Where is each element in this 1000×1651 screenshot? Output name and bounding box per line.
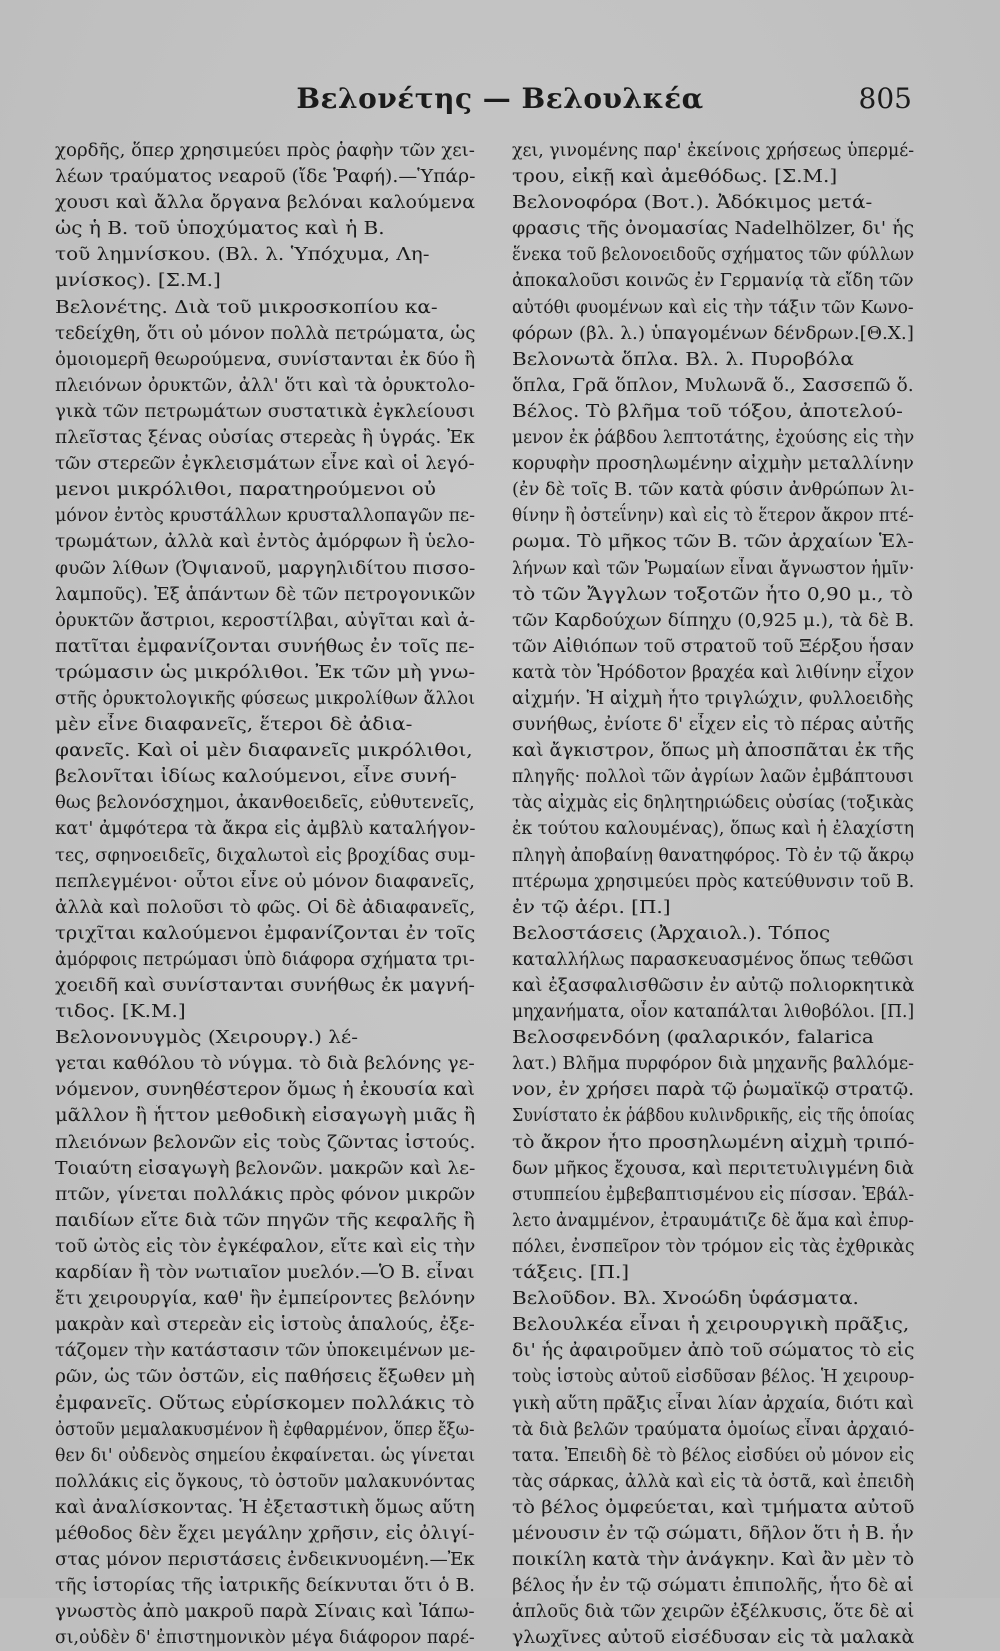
text-line: τάζομεν τὴν κατάστασιν τῶν ὑποκειμένων με- [55, 1341, 476, 1362]
text-line: (ἐν δὲ τοῖς Β. τῶν κατὰ φύσιν ἀνθρώπων λι- [512, 480, 915, 501]
text-line: μενοι μικρόλιθοι, παρατηρούμενοι οὐ [55, 480, 436, 501]
text-line: ὁμοιομερῆ θεωρούμενα, συνίστανται ἐκ δύο ἢ [55, 349, 476, 370]
text-line: τῶν στερεῶν ἐγκλεισμάτων εἶνε καὶ οἱ λεγό- [55, 454, 475, 475]
text-line: χοειδῆ καὶ συνίστανται συνήθως ἐκ μαγνή- [55, 976, 475, 996]
text-line: καρδίαν ἢ τὸν νωτιαῖον μυελόν.—Ὁ Β. εἶναι [55, 1263, 475, 1284]
text-line: δι' ἧς ἀφαιροῦμεν ἀπὸ τοῦ σώματος τὸ εἰς [512, 1341, 915, 1362]
text-line: ἀποκαλοῦσι κοινῶς ἐν Γερμανίᾳ τὰ εἴδη τῶν [512, 271, 914, 292]
text-line: τες, σφηνοειδεῖς, διχαλωτοὶ εἰς βροχίδας συμ- [55, 845, 476, 866]
page-number: 805 [858, 82, 912, 115]
left-column [55, 138, 475, 1651]
text-line: ἐμφανεῖς. Οὕτως εὑρίσκομεν πολλάκις τὸ [55, 1393, 475, 1414]
text-line: τὸ τῶν Ἄγγλων τοξοτῶν ἦτο 0,90 μ., τὸ [512, 584, 913, 605]
text-line: ποικίλη κατὰ τὴν ἀνάγκην. Καὶ ἂν μὲν τὸ [512, 1550, 915, 1571]
text-line: λαμποῦς). Ἐξ ἁπάντων δὲ τῶν πετρογονικῶν [55, 584, 476, 605]
text-line: Βέλος. Τὸ βλῆμα τοῦ τόξου, ἀποτελού- [512, 401, 903, 422]
text-line: Βελοσφενδόνη (φαλαρικόν, falarica [512, 1028, 874, 1049]
text-line: κατὰ τὸν Ἡρόδοτον βραχέα καὶ λιθίνην εἶχον [512, 662, 915, 683]
text-line: πληγὴ ἀποβαίνῃ θανατηφόρος. Τὸ ἐν τῷ ἄκρῳ [512, 845, 915, 866]
text-line: σι,οὐδὲν δ' ἐπιστημονικὸν μέγα διάφορον παρέ- [55, 1628, 475, 1649]
text-line: καταλλήλως παρασκευασμένος ὅπως τεθῶσι [512, 949, 914, 970]
text-line: στυππείου ἐμβεβαπτισμένου εἰς πίσσαν. Ἐβάλ- [512, 1184, 914, 1205]
text-line: χουσι καὶ ἄλλα ὄργανα βελόναι καλούμενα [55, 193, 476, 214]
text-line: μακρὰν καὶ στερεὰν εἰς ἱστοὺς ἁπαλούς, ἐξε- [55, 1315, 475, 1336]
text-line: τὰς σάρκας, ἀλλὰ καὶ εἰς τὰ ὀστᾶ, καὶ ἐπειδὴ [512, 1471, 915, 1492]
text-line: χει, γινομένης παρ' ἐκείνοις χρήσεως ὑπερμέ- [512, 141, 915, 161]
text-line: τοῦ ὠτὸς εἰς τὸν ἐγκέφαλον, εἴτε καὶ εἰς τὴν [55, 1236, 476, 1257]
text-line: γικὴ αὕτη πρᾶξις εἶναι λίαν ἀρχαία, διότι καὶ [512, 1393, 915, 1414]
text-line: μόνον ἐντὸς κρυστάλλων κρυσταλλοπαγῶν πε- [55, 506, 475, 527]
text-line: ἐν τῷ ἀέρι. [Π.] [512, 897, 671, 918]
text-line: πόλει, ἐνσπεῖρον τὸν τρόμον εἰς τὰς ἐχθρικὰς [512, 1236, 915, 1257]
text-line: τιδος. [Κ.Μ.] [55, 1002, 186, 1023]
text-line: γεται καθόλου τὸ νύγμα. τὸ διὰ βελόνης γε- [55, 1054, 475, 1075]
text-line: μένουσιν ἐν τῷ σώματι, δῆλον ὅτι ἡ Β. ἦν [512, 1523, 914, 1544]
text-line: τῆς ἱστορίας τῆς ἰατρικῆς δείκνυται ὅτι ὁ Β. [55, 1576, 475, 1597]
text-line: ἕνεκα τοῦ βελονοειδοῦς σχήματος τῶν φύλλων [512, 245, 915, 266]
text-line: φρασις τῆς ὀνομασίας Nadelhölzer, δι' ἧς [512, 219, 915, 240]
text-line: ρῶν, ὡς τῶν ὀστῶν, εἰς παθήσεις ἔξωθεν μὴ [55, 1367, 475, 1388]
text-line: ὅπλα, Γρᾶ ὅπλον, Μυλωνᾶ ὅ., Σασσεπῶ ὅ. [512, 375, 914, 396]
text-line: κορυφὴν προσηλωμένην αἰχμὴν μεταλλίνην [512, 454, 914, 475]
text-line: μᾶλλον ἢ ἧττον μεθοδικὴ εἰσαγωγὴ μιᾶς ἢ [55, 1106, 476, 1127]
text-line: στῆς ὀρυκτολογικῆς φύσεως μικρολίθων ἄλλοι [55, 688, 476, 709]
text-line: νόμενον, συνηθέστερον ὅμως ἡ ἐκουσία καὶ [55, 1080, 476, 1101]
text-line: ὀστοῦν μεμαλακυσμένον ἢ ἐφθαρμένον, ὅπερ ἔξω- [55, 1419, 475, 1440]
text-line: αὐτόθι φυομένων καὶ εἰς τὴν τάξιν τῶν Κωνο- [512, 297, 914, 318]
text-line: Βελοῦδον. Βλ. Χνοώδη ὑφάσματα. [512, 1289, 859, 1310]
text-line: κατ' ἀμφότερα τὰ ἄκρα εἰς ἀμβλὺ καταλήγον- [55, 819, 476, 840]
text-line: χορδῆς, ὅπερ χρησιμεύει πρὸς ῥαφὴν τῶν χει- [55, 141, 475, 161]
text-line: πλεῖστας ξένας οὐσίας στερεὰς ἢ ὑγράς. Ἐκ [55, 428, 475, 449]
text-line: τρώμασιν ὡς μικρόλιθοι. Ἐκ τῶν μὴ γνω- [55, 662, 476, 683]
text-line: γικὰ τῶν πετρωμάτων συστατικὰ ἐγκλείουσι [55, 401, 476, 422]
text-line: τρωμάτων, ἀλλὰ καὶ ἐντὸς ἀμόρφων ἢ ὑελο- [55, 532, 475, 553]
text-line: μνίσκος). [Σ.Μ.] [55, 271, 221, 292]
text-line: ρωμα. Τὸ μῆκος τῶν Β. τῶν ἀρχαίων Ἑλ- [512, 532, 914, 553]
text-line: καὶ ἀναλίσκοντας. Ἡ ἐξεταστικὴ ὅμως αὕτη [55, 1497, 475, 1518]
text-line: τοὺς ἱστοὺς αὐτοῦ εἰσδῦσαν βέλος. Ἡ χειρουρ- [512, 1367, 915, 1388]
text-line: λήνων καὶ τῶν Ῥωμαίων εἶναι ἄγνωστον ἡμῖν· [512, 558, 915, 579]
text-line: τῶν Καρδούχων δίπηχυ (0,925 μ.), τὰ δὲ Β. [512, 610, 915, 631]
text-line: λετο ἀναμμένον, ἐτραυμάτιζε δὲ ἅμα καὶ ἐπυρ- [512, 1210, 914, 1231]
text-line: Βελοστάσεις (Ἀρχαιολ.). Τόπος [512, 923, 831, 944]
text-line: Συνίστατο ἐκ ῥάβδου κυλινδρικῆς, εἰς τῆς ὁποίας [512, 1106, 915, 1127]
text-line: ἀμόρφοις πετρώμασι ὑπὸ διάφορα σχήματα τρι- [55, 949, 475, 970]
text-line: φανεῖς. Καὶ οἱ μὲν διαφανεῖς μικρόλιθοι, [55, 741, 473, 762]
text-line: τὸ ἄκρον ἦτο προσηλωμένη αἰχμὴ τριπό- [512, 1132, 915, 1153]
text-line: θίνην ἢ ὀστεΐνην) καὶ εἰς τὸ ἕτερον ἄκρον πτέ- [512, 506, 914, 527]
text-line: δων μῆκος ἔχουσα, καὶ περιτετυλιγμένη διὰ [512, 1158, 915, 1179]
text-line: ἀλλὰ καὶ πολοῦσι τὸ φῶς. Οἱ δὲ ἀδιαφανεῖς, [55, 897, 476, 918]
running-head [0, 78, 1000, 128]
text-line: πεπλεγμένοι· οὗτοι εἶνε οὐ μόνον διαφανεῖς, [55, 871, 476, 892]
right-column [512, 138, 914, 1651]
text-line: τρου, εἰκῇ καὶ ἀμεθόδως. [Σ.Μ.] [512, 167, 838, 188]
text-line: βελονῖται ἰδίως καλούμενοι, εἶνε συνή- [55, 767, 457, 788]
text-line: φυῶν λίθων (Ὀψιανοῦ, μαργηλιδίτου πισσο- [55, 558, 476, 579]
text-line: ὡς ἡ Β. τοῦ ὑποχύματος καὶ ἡ Β. [55, 219, 385, 240]
text-line: γλωχῖνες αὐτοῦ εἰσέδυσαν εἰς τὰ μαλακὰ [512, 1628, 915, 1649]
text-line: ἐκ τούτου καλουμένας), ὅπως καὶ ἡ ἐλαχίστη [512, 819, 915, 840]
text-line: μενον ἐκ ῥάβδου λεπτοτάτης, ἐχούσης εἰς τὴν [512, 428, 915, 449]
text-line: στας μόνον περιστάσεις ἐνδεικνυομένη.—Ἐκ [55, 1550, 475, 1571]
text-line: τὰς αἰχμὰς εἰς δηλητηριώδεις οὐσίας (τοξικὰς [512, 793, 914, 814]
text-line: ὀρυκτῶν ἄστριοι, κεροστίλβαι, αὐγῖται καὶ ἀ- [55, 610, 476, 631]
text-line: φόρων (βλ. λ.) ὑπαγομένων δένδρων.[Θ.Χ.] [512, 323, 914, 344]
text-line: συνήθως, ἐνίοτε δ' εἶχεν εἰς τὸ πέρας αὐτῆς [512, 715, 914, 736]
text-line: λέων τραύματος νεαροῦ (ἴδε Ῥαφή).—Ὑπάρ- [55, 167, 476, 188]
text-line: πτέρωμα χρησιμεύει πρὸς κατεύθυνσιν τοῦ Β. [512, 871, 915, 892]
text-line: θως βελονόσχημοι, ἀκανθοειδεῖς, εὐθυτενεῖς, [55, 793, 475, 814]
text-line: λατ.) Βλῆμα πυρφόρον διὰ μηχανῆς βαλλόμε- [512, 1054, 915, 1075]
text-line: καὶ ἄγκιστρον, ὅπως μὴ ἀποσπᾶται ἐκ τῆς [512, 741, 915, 762]
text-line: Βελονονυγμὸς (Χειρουργ.) λέ- [55, 1028, 359, 1049]
text-line: πλειόνων βελονῶν εἰς τοὺς ζῶντας ἱστούς. [55, 1132, 476, 1153]
text-line: Βελονοφόρα (Βοτ.). Ἀδόκιμος μετά- [512, 193, 873, 214]
text-line: πτῶν, γίνεται πολλάκις πρὸς φόνον μικρῶν [55, 1184, 476, 1205]
text-line: τῶν Αἰθιόπων τοῦ στρατοῦ τοῦ Ξέρξου ἦσαν [512, 636, 915, 657]
text-line: πληγῆς· πολλοὶ τῶν ἀγρίων λαῶν ἐμβάπτουσι [512, 767, 914, 788]
text-line: τεδείχθη, ὅτι οὐ μόνον πολλὰ πετρώματα, ὡς [55, 323, 476, 344]
text-line: Τοιαύτη εἰσαγωγὴ βελονῶν. μακρῶν καὶ λε- [55, 1158, 476, 1179]
text-line: μὲν εἶνε διαφανεῖς, ἕτεροι δὲ ἀδια- [55, 715, 413, 736]
text-line: παιδίων εἴτε διὰ τῶν πηγῶν τῆς κεφαλῆς ἢ [55, 1210, 475, 1231]
text-line: πλειόνων ὀρυκτῶν, ἀλλ' ὅτι καὶ τὰ ὀρυκτολο- [55, 375, 476, 396]
text-line: τὸ βέλος ὀμφεύεται, καὶ τμήματα αὐτοῦ [512, 1497, 915, 1518]
text-line: νον, ἐν χρήσει παρὰ τῷ ῥωμαϊκῷ στρατῷ. [512, 1080, 915, 1101]
text-line: μηχανήματα, οἷον καταπάλται λιθοβόλοι. [Π.] [512, 1002, 915, 1023]
text-line: τριχῖται καλούμενοι ἐμφανίζονται ἐν τοῖς [55, 923, 476, 944]
text-line: Βελονέτης. Διὰ τοῦ μικροσκοπίου κα- [55, 297, 438, 318]
text-line: πολλάκις εἰς ὄγκους, τὸ ὀστοῦν μαλακυνόντας [55, 1471, 476, 1492]
text-line: γνωστὸς ἀπὸ μακροῦ παρὰ Σίναις καὶ Ἰάπω- [55, 1602, 475, 1623]
text-line: πατῖται ἐμφανίζονται συνήθως ἐν τοῖς πε- [55, 636, 475, 657]
text-line: ἔτι χειρουργία, καθ' ἣν ἐμπείροντες βελόνην [55, 1289, 476, 1310]
text-line: ἁπλοῦς διὰ τῶν χειρῶν ἐξέλκυσις, ὅτε δὲ αἱ [512, 1602, 915, 1623]
page-title: Βελονέτης — Βελουλκέα [296, 82, 704, 115]
text-line: τάξεις. [Π.] [512, 1263, 630, 1284]
text-line: βέλος ἦν ἐν τῷ σώματι ἐπιπολῆς, ἦτο δὲ αἱ [512, 1576, 914, 1597]
text-line: τοῦ λημνίσκου. (Βλ. λ. Ὑπόχυμα, Λη- [55, 245, 430, 266]
text-line: καὶ ἐξασφαλισθῶσιν ἐν αὐτῷ πολιορκητικὰ [512, 976, 915, 996]
text-line: τατα. Ἐπειδὴ δὲ τὸ βέλος εἰσδύει οὐ μόνον εἰς [512, 1445, 915, 1466]
text-line: Βελονωτὰ ὅπλα. Βλ. λ. Πυροβόλα [512, 349, 854, 370]
text-line: Βελουλκέα εἶναι ἡ χειρουργικὴ πρᾶξις, [512, 1315, 910, 1336]
text-line: αἰχμήν. Ἡ αἰχμὴ ἦτο τριγλώχιν, φυλλοειδὴς [512, 688, 914, 709]
text-line: θεν δι' οὐδενὸς σημείου ἐκφαίνεται. ὡς γίνεται [55, 1445, 476, 1466]
text-line: τὰ διὰ βελῶν τραύματα ὁμοίως εἶναι ἀρχαιό- [512, 1419, 915, 1440]
text-line: μέθοδος δὲν ἔχει μεγάλην χρῆσιν, εἰς ὀλιγί- [55, 1523, 475, 1544]
